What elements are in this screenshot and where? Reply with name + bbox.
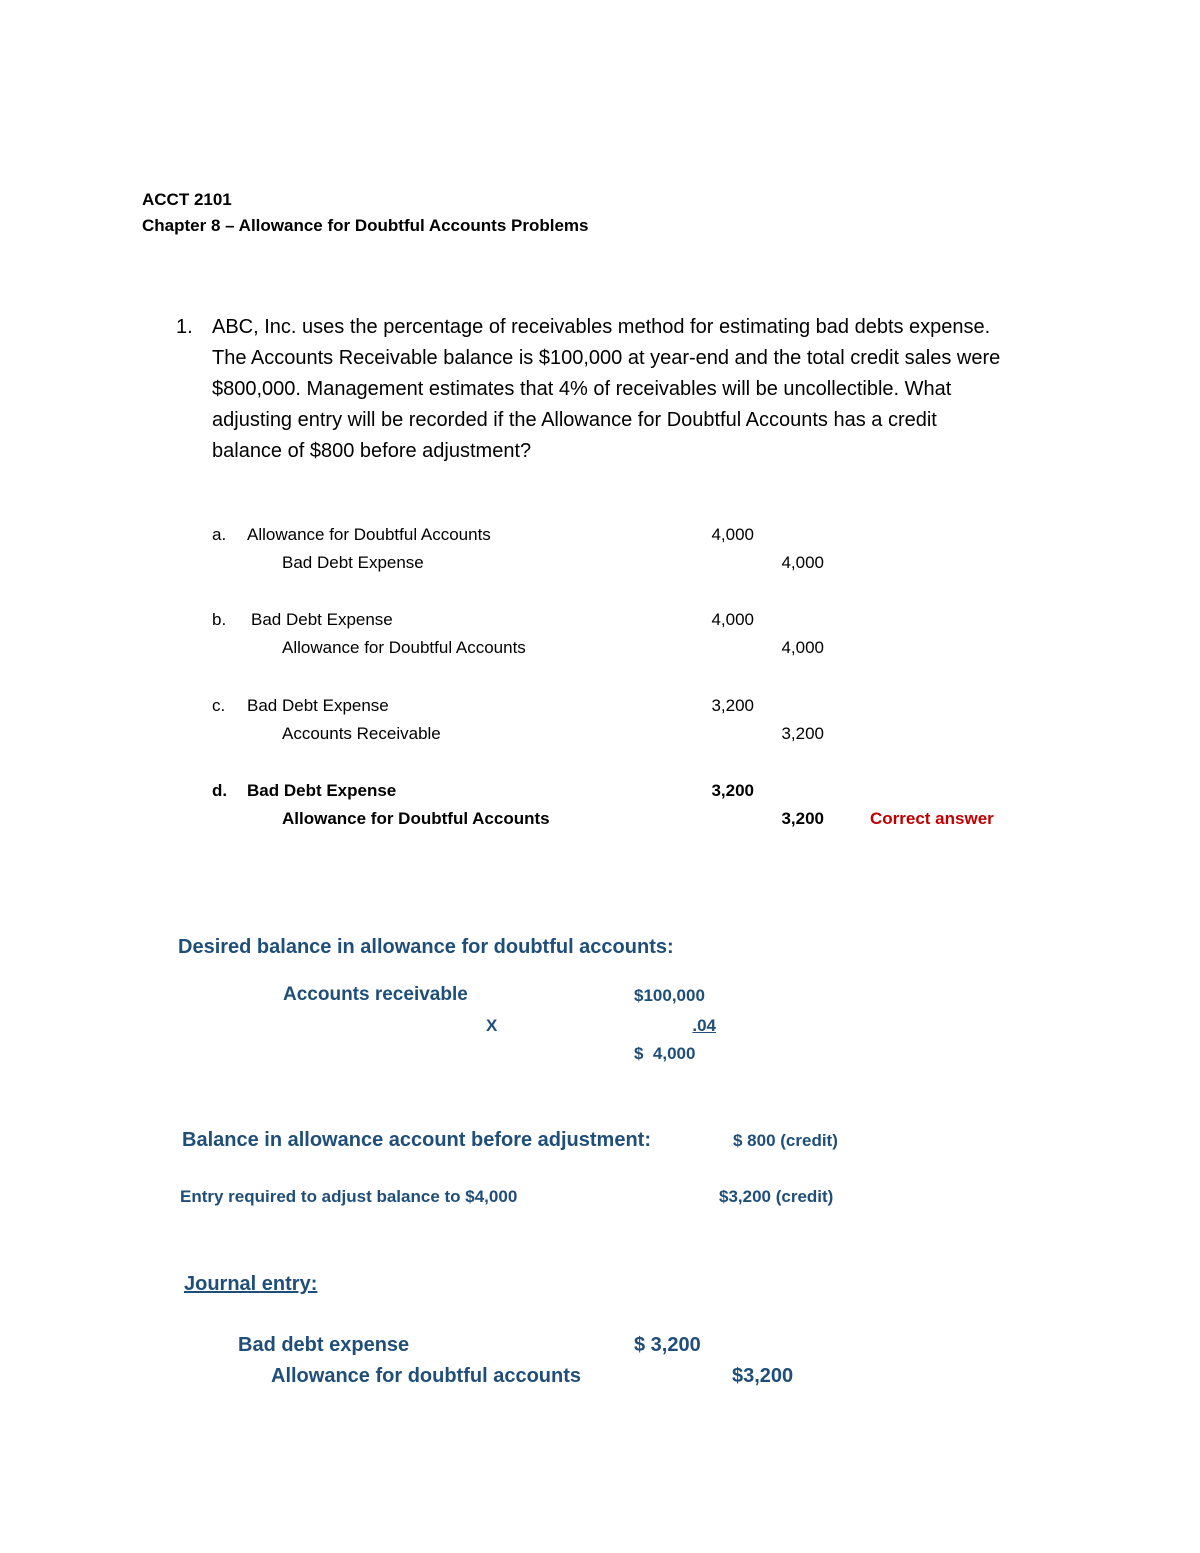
option-b-debit-account: Bad Debt Expense (251, 610, 393, 629)
option-d-debit-account: Bad Debt Expense (247, 781, 397, 800)
rate-value: .04 (692, 1016, 716, 1035)
journal-debit-account: Bad debt expense (238, 1334, 410, 1356)
option-c-credit-account: Accounts Receivable (282, 724, 441, 743)
ar-value: $100,000 (634, 986, 705, 1005)
question-line: $800,000. Management estimates that 4% of receivables will be uncollectible. What (212, 378, 952, 400)
question-line: balance of $800 before adjustment? (212, 440, 532, 462)
journal-credit-account: Allowance for doubtful accounts (271, 1365, 582, 1387)
option-a-debit-account: Allowance for Doubtful Accounts (247, 525, 491, 544)
question-line: ABC, Inc. uses the percentage of receivables method for estimating bad debts expense. (212, 316, 991, 338)
entry-required-value: $3,200 (credit) (719, 1187, 834, 1206)
option-a-credit-amount: 4,000 (781, 553, 824, 572)
journal-credit-amount: $3,200 (732, 1365, 794, 1387)
option-d-credit-amount: 3,200 (781, 809, 824, 828)
desired-result: $ 4,000 (634, 1044, 696, 1063)
question-line: adjusting entry will be recorded if the Allowance for Doubtful Accounts has a credit (212, 409, 937, 431)
entry-required-label: Entry required to adjust balance to $4,000 (180, 1187, 518, 1206)
times-sign: X (486, 1016, 498, 1035)
option-b-debit-amount: 4,000 (711, 610, 754, 629)
option-d-debit-amount: 3,200 (711, 781, 754, 800)
option-a-debit-amount: 4,000 (711, 525, 754, 544)
question-text (212, 312, 1000, 467)
option-c-credit-amount: 3,200 (781, 724, 824, 743)
option-b-credit-account: Allowance for Doubtful Accounts (282, 638, 526, 657)
option-c-debit-amount: 3,200 (711, 696, 754, 715)
ar-label: Accounts receivable (283, 984, 468, 1005)
option-b-letter: b. (212, 610, 227, 629)
option-b-credit-amount: 4,000 (781, 638, 824, 657)
course-code: ACCT 2101 (142, 190, 232, 209)
chapter-title: Chapter 8 – Allowance for Doubtful Accounts Problems (142, 216, 589, 235)
option-d-letter: d. (212, 781, 228, 800)
correct-answer-note: Correct answer (870, 809, 994, 828)
journal-entry-title: Journal entry: (184, 1273, 318, 1295)
journal-debit-amount: $ 3,200 (634, 1334, 701, 1356)
option-c-debit-account: Bad Debt Expense (247, 696, 389, 715)
option-c-letter: c. (212, 696, 226, 715)
question-number: 1. (176, 316, 193, 338)
desired-balance-title: Desired balance in allowance for doubtful accounts: (178, 936, 674, 958)
option-a-letter: a. (212, 525, 227, 544)
question-line: The Accounts Receivable balance is $100,000 at year-end and the total credit sales were (212, 347, 1001, 369)
before-adjustment-label: Balance in allowance account before adjustment: (182, 1129, 652, 1151)
option-d-credit-account: Allowance for Doubtful Accounts (282, 809, 550, 828)
option-a-credit-account: Bad Debt Expense (282, 553, 424, 572)
before-adjustment-value: $ 800 (credit) (733, 1131, 838, 1150)
